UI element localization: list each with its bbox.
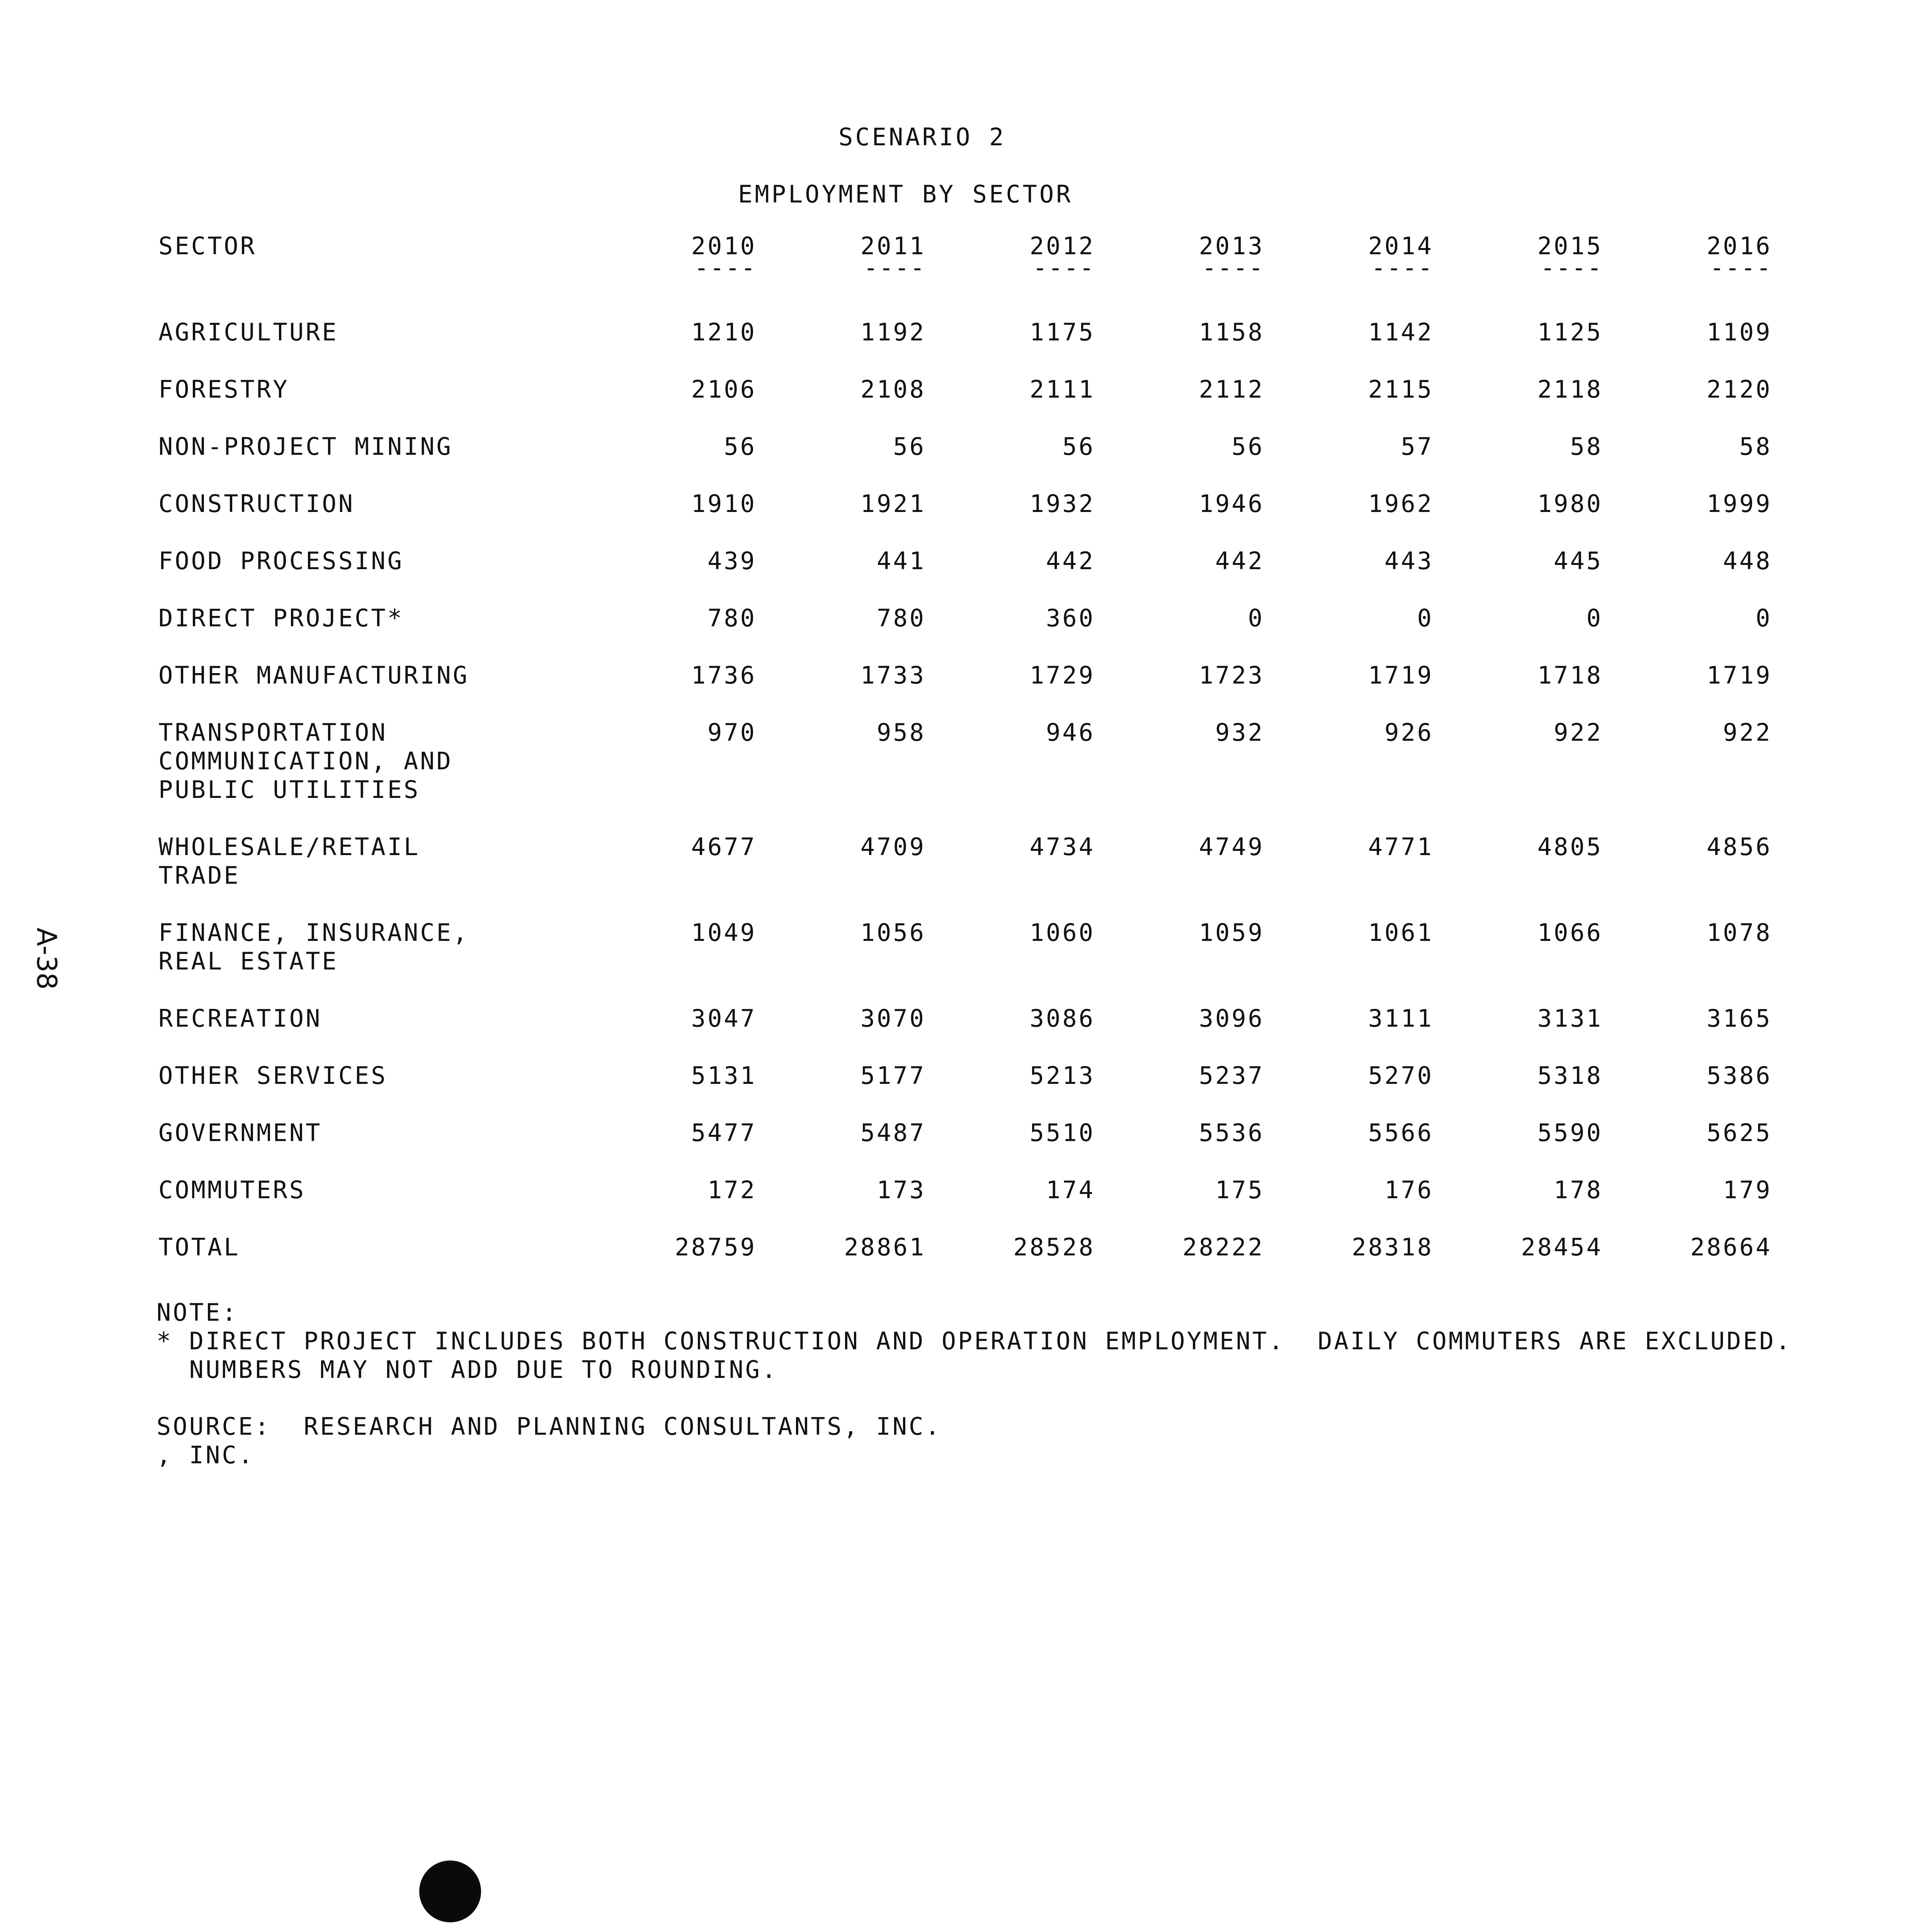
employment-value: 1736 — [691, 661, 757, 689]
employment-value: 0 — [1248, 604, 1264, 632]
employment-value: 2106 — [691, 375, 757, 403]
employment-value: 926 — [1384, 718, 1434, 747]
sector-label: WHOLESALE/RETAIL TRADE — [158, 833, 420, 889]
employment-value: 173 — [877, 1176, 926, 1204]
table-body — [158, 318, 1772, 1285]
employment-value: 4856 — [1706, 833, 1772, 861]
employment-value: 58 — [1570, 432, 1603, 461]
header-underline: ---- — [1709, 253, 1772, 282]
employment-value: 1175 — [1029, 318, 1095, 346]
employment-value: 5318 — [1537, 1061, 1603, 1090]
employment-value: 56 — [1231, 432, 1264, 461]
sector-label: AGRICULTURE — [158, 318, 338, 346]
employment-value: 3096 — [1199, 1004, 1264, 1032]
employment-value: 448 — [1723, 547, 1772, 575]
employment-value: 5386 — [1706, 1061, 1772, 1090]
employment-value: 176 — [1384, 1176, 1434, 1204]
employment-value: 58 — [1739, 432, 1772, 461]
employment-value: 442 — [1215, 547, 1264, 575]
employment-value: 28222 — [1182, 1233, 1264, 1261]
employment-value: 4677 — [691, 833, 757, 861]
employment-value: 1158 — [1199, 318, 1264, 346]
table-row — [158, 1004, 1772, 1061]
employment-value: 0 — [1755, 604, 1772, 632]
employment-value: 946 — [1046, 718, 1095, 747]
sector-label: FINANCE, INSURANCE, REAL ESTATE — [158, 918, 469, 975]
sector-label: TOTAL — [158, 1233, 240, 1261]
year-header: 2014 — [1368, 232, 1434, 260]
header-underline: ---- — [863, 253, 926, 282]
table-row — [158, 718, 1772, 833]
employment-value: 28454 — [1521, 1233, 1603, 1261]
employment-value: 57 — [1401, 432, 1434, 461]
table-row — [158, 490, 1772, 547]
employment-value: 5625 — [1706, 1119, 1772, 1147]
employment-value: 442 — [1046, 547, 1095, 575]
table-row — [158, 833, 1772, 918]
employment-value: 1932 — [1029, 490, 1095, 518]
scenario-heading: SCENARIO 2 — [838, 123, 1006, 151]
employment-value: 1999 — [1706, 490, 1772, 518]
employment-value: 178 — [1554, 1176, 1603, 1204]
page-number: A-38 — [31, 927, 63, 990]
table-row — [158, 918, 1772, 1004]
employment-value: 780 — [707, 604, 757, 632]
employment-value: 56 — [1062, 432, 1095, 461]
sector-label: OTHER MANUFACTURING — [158, 661, 469, 689]
employment-value: 28528 — [1013, 1233, 1095, 1261]
employment-value: 1729 — [1029, 661, 1095, 689]
employment-value: 1056 — [860, 918, 926, 947]
employment-value: 1066 — [1537, 918, 1603, 947]
binder-hole-left — [419, 1861, 481, 1922]
employment-value: 5131 — [691, 1061, 757, 1090]
employment-value: 1910 — [691, 490, 757, 518]
table-row — [158, 375, 1772, 432]
sector-label: RECREATION — [158, 1004, 322, 1032]
sector-label: COMMUTERS — [158, 1176, 306, 1204]
employment-value: 5510 — [1029, 1119, 1095, 1147]
employment-value: 922 — [1723, 718, 1772, 747]
table-row — [158, 1119, 1772, 1176]
employment-value: 1210 — [691, 318, 757, 346]
employment-value: 970 — [707, 718, 757, 747]
employment-value: 1109 — [1706, 318, 1772, 346]
sector-label: TRANSPORTATION COMMUNICATION, AND PUBLIC UTILITIES — [158, 718, 453, 804]
header-underline: ---- — [1540, 253, 1603, 282]
table-row — [158, 1061, 1772, 1119]
employment-value: 5477 — [691, 1119, 757, 1147]
employment-value: 28664 — [1690, 1233, 1772, 1261]
employment-value: 922 — [1554, 718, 1603, 747]
employment-value: 1719 — [1706, 661, 1772, 689]
employment-value: 4805 — [1537, 833, 1603, 861]
employment-value: 1733 — [860, 661, 926, 689]
employment-value: 56 — [724, 432, 757, 461]
employment-value: 5213 — [1029, 1061, 1095, 1090]
employment-value: 1059 — [1199, 918, 1264, 947]
header-underline: ---- — [1202, 253, 1264, 282]
employment-value: 1061 — [1368, 918, 1434, 947]
total-row — [158, 1233, 1772, 1285]
employment-value: 0 — [1417, 604, 1434, 632]
employment-value: 28759 — [675, 1233, 757, 1261]
employment-value: 1718 — [1537, 661, 1603, 689]
employment-value: 3047 — [691, 1004, 757, 1032]
year-header: 2015 — [1537, 232, 1603, 260]
sector-label: FORESTRY — [158, 375, 289, 403]
employment-value: 1962 — [1368, 490, 1434, 518]
source-line: SOURCE: RESEARCH AND PLANNING CONSULTANTS, INC. — [156, 1412, 942, 1440]
employment-value: 5177 — [860, 1061, 926, 1090]
employment-value: 0 — [1586, 604, 1603, 632]
table-row — [158, 432, 1772, 490]
dash-row — [158, 260, 1772, 318]
employment-value: 3131 — [1537, 1004, 1603, 1032]
year-header: 2010 — [691, 232, 757, 260]
employment-value: 1723 — [1199, 661, 1264, 689]
employment-value: 958 — [877, 718, 926, 747]
employment-value: 5270 — [1368, 1061, 1434, 1090]
employment-value: 443 — [1384, 547, 1434, 575]
employment-value: 5487 — [860, 1119, 926, 1147]
employment-value: 175 — [1215, 1176, 1264, 1204]
header-underline: ---- — [694, 253, 757, 282]
employment-value: 4749 — [1199, 833, 1264, 861]
employment-value: 1719 — [1368, 661, 1434, 689]
employment-value: 3086 — [1029, 1004, 1095, 1032]
year-header: 2011 — [860, 232, 926, 260]
sector-label: DIRECT PROJECT* — [158, 604, 404, 632]
employment-value: 172 — [707, 1176, 757, 1204]
source-block — [156, 1412, 942, 1469]
employment-value: 2111 — [1029, 375, 1095, 403]
sector-label: FOOD PROCESSING — [158, 547, 404, 575]
year-header: 2012 — [1029, 232, 1095, 260]
note-heading: NOTE: — [156, 1298, 238, 1327]
employment-value: 441 — [877, 547, 926, 575]
dash-spacer — [158, 260, 587, 318]
employment-value: 1142 — [1368, 318, 1434, 346]
employment-value: 5566 — [1368, 1119, 1434, 1147]
note-line: NUMBERS MAY NOT ADD DUE TO ROUNDING. — [156, 1355, 778, 1384]
employment-value: 56 — [893, 432, 926, 461]
employment-value: 2112 — [1199, 375, 1264, 403]
sector-label: CONSTRUCTION — [158, 490, 355, 518]
table-row — [158, 604, 1772, 661]
header-underline: ---- — [1371, 253, 1434, 282]
header-underline: ---- — [1032, 253, 1095, 282]
table-row — [158, 661, 1772, 718]
employment-value: 445 — [1554, 547, 1603, 575]
year-header: 2016 — [1706, 232, 1772, 260]
employment-value: 2108 — [860, 375, 926, 403]
year-header: 2013 — [1199, 232, 1264, 260]
employment-value: 179 — [1723, 1176, 1772, 1204]
table-row — [158, 318, 1772, 375]
employment-value: 2115 — [1368, 375, 1434, 403]
employment-value: 360 — [1046, 604, 1095, 632]
employment-table — [158, 232, 1772, 1285]
notes-block — [156, 1298, 1792, 1384]
employment-value: 4771 — [1368, 833, 1434, 861]
sector-column-header: SECTOR — [158, 232, 257, 260]
employment-value: 1049 — [691, 918, 757, 947]
source-line: , INC. — [156, 1441, 255, 1469]
page-title: EMPLOYMENT BY SECTOR — [738, 180, 1073, 208]
sector-label: GOVERNMENT — [158, 1119, 322, 1147]
employment-value: 2118 — [1537, 375, 1603, 403]
employment-value: 4734 — [1029, 833, 1095, 861]
employment-value: 1125 — [1537, 318, 1603, 346]
employment-value: 1980 — [1537, 490, 1603, 518]
employment-value: 5237 — [1199, 1061, 1264, 1090]
employment-value: 1192 — [860, 318, 926, 346]
employment-value: 28861 — [844, 1233, 926, 1261]
table-row — [158, 1176, 1772, 1233]
employment-value: 1060 — [1029, 918, 1095, 947]
employment-value: 3070 — [860, 1004, 926, 1032]
employment-value: 439 — [707, 547, 757, 575]
table-row — [158, 547, 1772, 604]
employment-value: 1921 — [860, 490, 926, 518]
employment-value: 28318 — [1352, 1233, 1434, 1261]
employment-value: 5536 — [1199, 1119, 1264, 1147]
employment-value: 3165 — [1706, 1004, 1772, 1032]
employment-value: 3111 — [1368, 1004, 1434, 1032]
employment-value: 4709 — [860, 833, 926, 861]
employment-value: 5590 — [1537, 1119, 1603, 1147]
employment-value: 932 — [1215, 718, 1264, 747]
note-line: * DIRECT PROJECT INCLUDES BOTH CONSTRUCTION AND OPERATION EMPLOYMENT. DAILY COMMUTERS ARE EXCLUDED. — [156, 1327, 1792, 1355]
employment-value: 1946 — [1199, 490, 1264, 518]
sector-label: OTHER SERVICES — [158, 1061, 388, 1090]
employment-value: 174 — [1046, 1176, 1095, 1204]
sector-label: NON-PROJECT MINING — [158, 432, 453, 461]
header-row — [158, 232, 1772, 260]
employment-value: 2120 — [1706, 375, 1772, 403]
employment-value: 780 — [877, 604, 926, 632]
employment-value: 1078 — [1706, 918, 1772, 947]
